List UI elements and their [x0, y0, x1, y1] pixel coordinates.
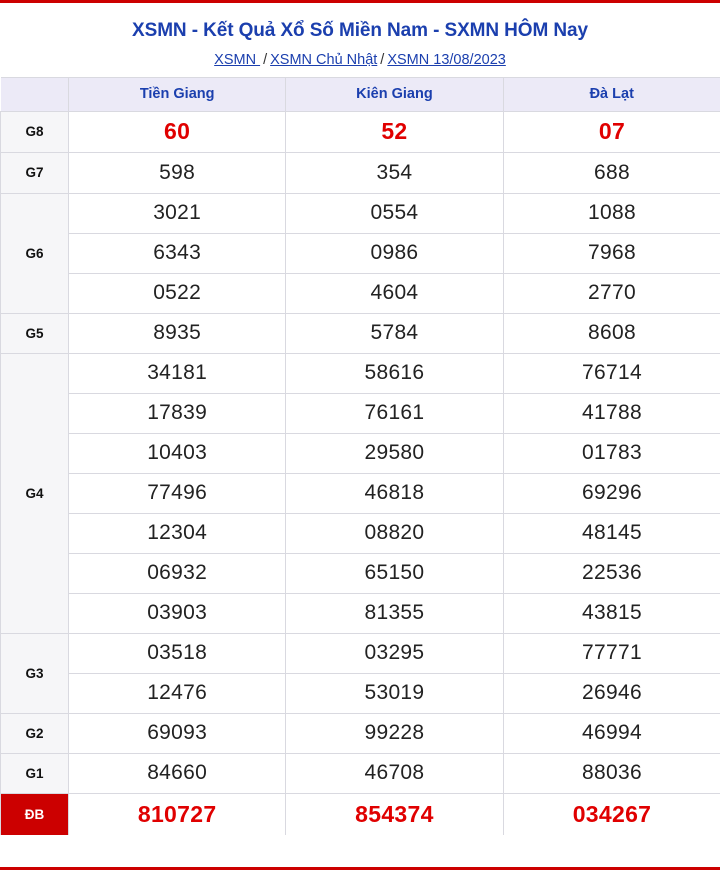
- prize-label: G8: [1, 111, 69, 152]
- prize-label: G6: [1, 193, 69, 313]
- breadcrumb-separator-2: /: [380, 51, 385, 68]
- prize-number: 06932: [69, 553, 286, 593]
- prize-number: 6343: [69, 233, 286, 273]
- prize-number: 03295: [286, 633, 503, 673]
- prize-number: 0522: [69, 273, 286, 313]
- table-row: [1, 111, 720, 152]
- prize-number: 5784: [286, 313, 503, 353]
- breadcrumb-link-date[interactable]: XSMN 13/08/2023: [387, 51, 506, 68]
- prize-number: 22536: [503, 553, 720, 593]
- prize-number: 854374: [286, 793, 503, 835]
- table-row: [1, 152, 720, 193]
- table-row: [1, 473, 720, 513]
- table-row: [1, 553, 720, 593]
- breadcrumb: [0, 43, 720, 77]
- table-row: [1, 233, 720, 273]
- table-row: [1, 313, 720, 353]
- prize-number: 88036: [503, 753, 720, 793]
- prize-number: 810727: [69, 793, 286, 835]
- prize-number: 52: [286, 111, 503, 152]
- table-body: [1, 111, 720, 835]
- table-row: [1, 753, 720, 793]
- prize-number: 03903: [69, 593, 286, 633]
- prize-number: 34181: [69, 353, 286, 393]
- prize-number: 8935: [69, 313, 286, 353]
- prize-number: 29580: [286, 433, 503, 473]
- prize-number: 26946: [503, 673, 720, 713]
- prize-number: 3021: [69, 193, 286, 233]
- column-header-province-2: Kiên Giang: [286, 77, 503, 111]
- table-row: [1, 193, 720, 233]
- prize-number: 81355: [286, 593, 503, 633]
- table-row: [1, 593, 720, 633]
- table-row: [1, 633, 720, 673]
- prize-number: 48145: [503, 513, 720, 553]
- prize-number: 4604: [286, 273, 503, 313]
- prize-number: 69296: [503, 473, 720, 513]
- prize-number: 17839: [69, 393, 286, 433]
- table-row: [1, 793, 720, 835]
- prize-number: 65150: [286, 553, 503, 593]
- prize-number: 1088: [503, 193, 720, 233]
- prize-number: 58616: [286, 353, 503, 393]
- prize-number: 10403: [69, 433, 286, 473]
- prize-number: 8608: [503, 313, 720, 353]
- page-title: XSMN - Kết Quả Xổ Số Miền Nam - SXMN HÔM Nay: [132, 20, 588, 41]
- breadcrumb-link-xsmn[interactable]: XSMN: [214, 51, 261, 68]
- prize-number: 7968: [503, 233, 720, 273]
- prize-number: 01783: [503, 433, 720, 473]
- results-table: [0, 77, 720, 836]
- prize-number: 76161: [286, 393, 503, 433]
- table-row: [1, 393, 720, 433]
- prize-label: G4: [1, 353, 69, 633]
- table-row: [1, 353, 720, 393]
- table-row: [1, 713, 720, 753]
- breadcrumb-link-weekday[interactable]: XSMN Chủ Nhật: [270, 51, 378, 68]
- prize-number: 69093: [69, 713, 286, 753]
- prize-number: 41788: [503, 393, 720, 433]
- prize-number: 12304: [69, 513, 286, 553]
- table-row: [1, 433, 720, 473]
- prize-number: 034267: [503, 793, 720, 835]
- breadcrumb-separator-1: /: [263, 51, 268, 68]
- prize-number: 03518: [69, 633, 286, 673]
- table-header-row: [1, 77, 720, 111]
- prize-number: 2770: [503, 273, 720, 313]
- table-corner-cell: [1, 77, 69, 111]
- prize-number: 46818: [286, 473, 503, 513]
- prize-number: 08820: [286, 513, 503, 553]
- prize-label: G2: [1, 713, 69, 753]
- prize-number: 77771: [503, 633, 720, 673]
- prize-label: G1: [1, 753, 69, 793]
- prize-number: 53019: [286, 673, 503, 713]
- prize-number: 07: [503, 111, 720, 152]
- prize-number: 99228: [286, 713, 503, 753]
- table-row: [1, 273, 720, 313]
- prize-number: 0554: [286, 193, 503, 233]
- column-header-province-1: Tiền Giang: [69, 77, 286, 111]
- prize-number: 598: [69, 152, 286, 193]
- prize-number: 354: [286, 152, 503, 193]
- prize-number: 77496: [69, 473, 286, 513]
- prize-number: 76714: [503, 353, 720, 393]
- prize-number: 688: [503, 152, 720, 193]
- prize-number: 0986: [286, 233, 503, 273]
- prize-label: G3: [1, 633, 69, 713]
- table-row: [1, 513, 720, 553]
- prize-number: 12476: [69, 673, 286, 713]
- prize-number: 46708: [286, 753, 503, 793]
- prize-number: 43815: [503, 593, 720, 633]
- prize-label: ĐB: [1, 793, 69, 835]
- prize-label: G7: [1, 152, 69, 193]
- column-header-province-3: Đà Lạt: [503, 77, 720, 111]
- prize-number: 46994: [503, 713, 720, 753]
- prize-label: G5: [1, 313, 69, 353]
- table-row: [1, 673, 720, 713]
- prize-number: 84660: [69, 753, 286, 793]
- prize-number: 60: [69, 111, 286, 152]
